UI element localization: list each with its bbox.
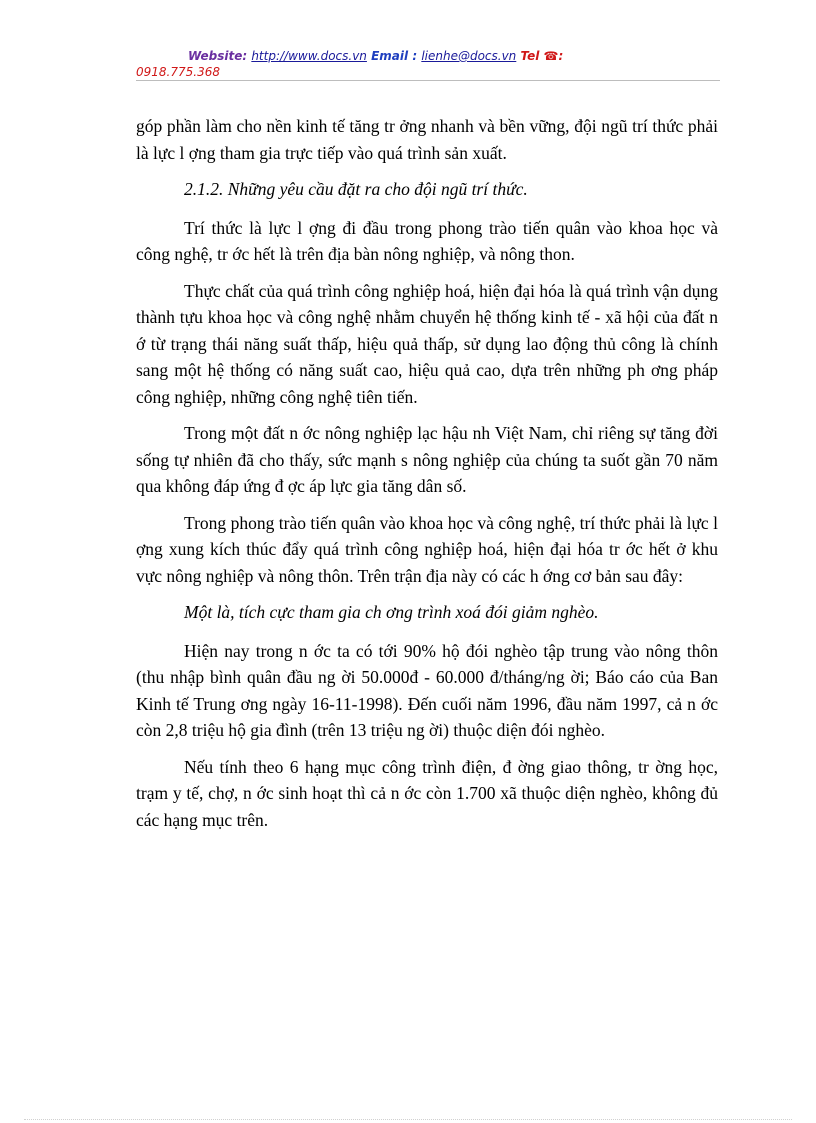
paragraph: Trí thức là lực l ợng đi đầu trong phong trào tiến quân vào khoa học và công nghệ, tr ớc hết là trên địa bàn nông nghiệp, và nông thon. [136, 217, 718, 264]
section-heading: 2.1.2. Những yêu cầu đặt ra cho đội ngũ trí thức. [184, 179, 528, 199]
website-label: Website: [188, 49, 248, 63]
subsection-heading: Một là, tích cực tham gia ch ơng trình xoá đói giảm nghèo. [184, 602, 599, 622]
email-link[interactable]: lienhe@docs.vn [421, 49, 517, 63]
paragraph: Nếu tính theo 6 hạng mục công trình điện, đ ờng giao thông, tr ờng học, trạm y tế, chợ, n ớc sinh hoạt thì cả n ớc còn 1.700 xã thuộc diện nghèo, không đủ các hạng mục trên. [136, 756, 718, 830]
paragraph: Trong một đất n ớc nông nghiệp lạc hậu nh Việt Nam, chỉ riêng sự tăng đời sống tự nhiên đã cho thấy, sức mạnh s nông nghiệp của chúng ta suốt gần 70 năm qua không đáp ứng đ ợc áp lực gia tăng dân số. [136, 423, 718, 496]
paragraph: Trong phong trào tiến quân vào khoa học và công nghệ, trí thức phải là lực l ợng xung kích thúc đẩy quá trình công nghiệp hoá, hiện đại hóa tr ớc hết ở khu vực nông nghiệp và nông thôn. Trên trận địa này có các h ớng cơ bản sau đây: [136, 512, 718, 586]
paragraph: góp phần làm cho nền kinh tế tăng tr ởng nhanh và bền vững, đội ngũ trí thức phải là lực l ợng tham gia trực tiếp vào quá trình sản xuất. [136, 116, 718, 163]
page-bottom-border [24, 1119, 792, 1120]
paragraph: Hiện nay trong n ớc ta có tới 90% hộ đói nghèo tập trung vào nông thôn (thu nhập bình quân đầu ng ời 50.000đ - 60.000 đ/tháng/ng ời; Báo cáo của Ban Kinh tế Trung ơng ngày 16-11-1998). Đến cuối năm 1996, đầu năm 1997, cả n ớc còn 2,8 triệu hộ gia đình (trên 13 triệu ng ời) thuộc diện đói nghèo. [136, 640, 718, 740]
tel-label: Tel ☎: [520, 49, 564, 63]
document-body [136, 113, 718, 843]
phone-number: 0918.775.368 [136, 65, 220, 79]
header-divider [136, 80, 720, 81]
website-link[interactable]: http://www.docs.vn [251, 49, 367, 63]
page-header [136, 48, 720, 80]
header-row [136, 48, 720, 64]
paragraph: Thực chất của quá trình công nghiệp hoá, hiện đại hóa là quá trình vận dụng thành tựu khoa học và công nghệ nhằm chuyển hệ thống kinh tế - xã hội của đất n ớ từ trạng thái năng suất thấp, hiệu quả thấp, sử dụng lao động thủ công là chính sang một hệ thống có năng suất cao, hiệu quả cao, dựa trên những ph ơng pháp công nghiệp, những công nghệ tiên tiến. [136, 280, 718, 407]
email-label: Email : [371, 49, 418, 63]
